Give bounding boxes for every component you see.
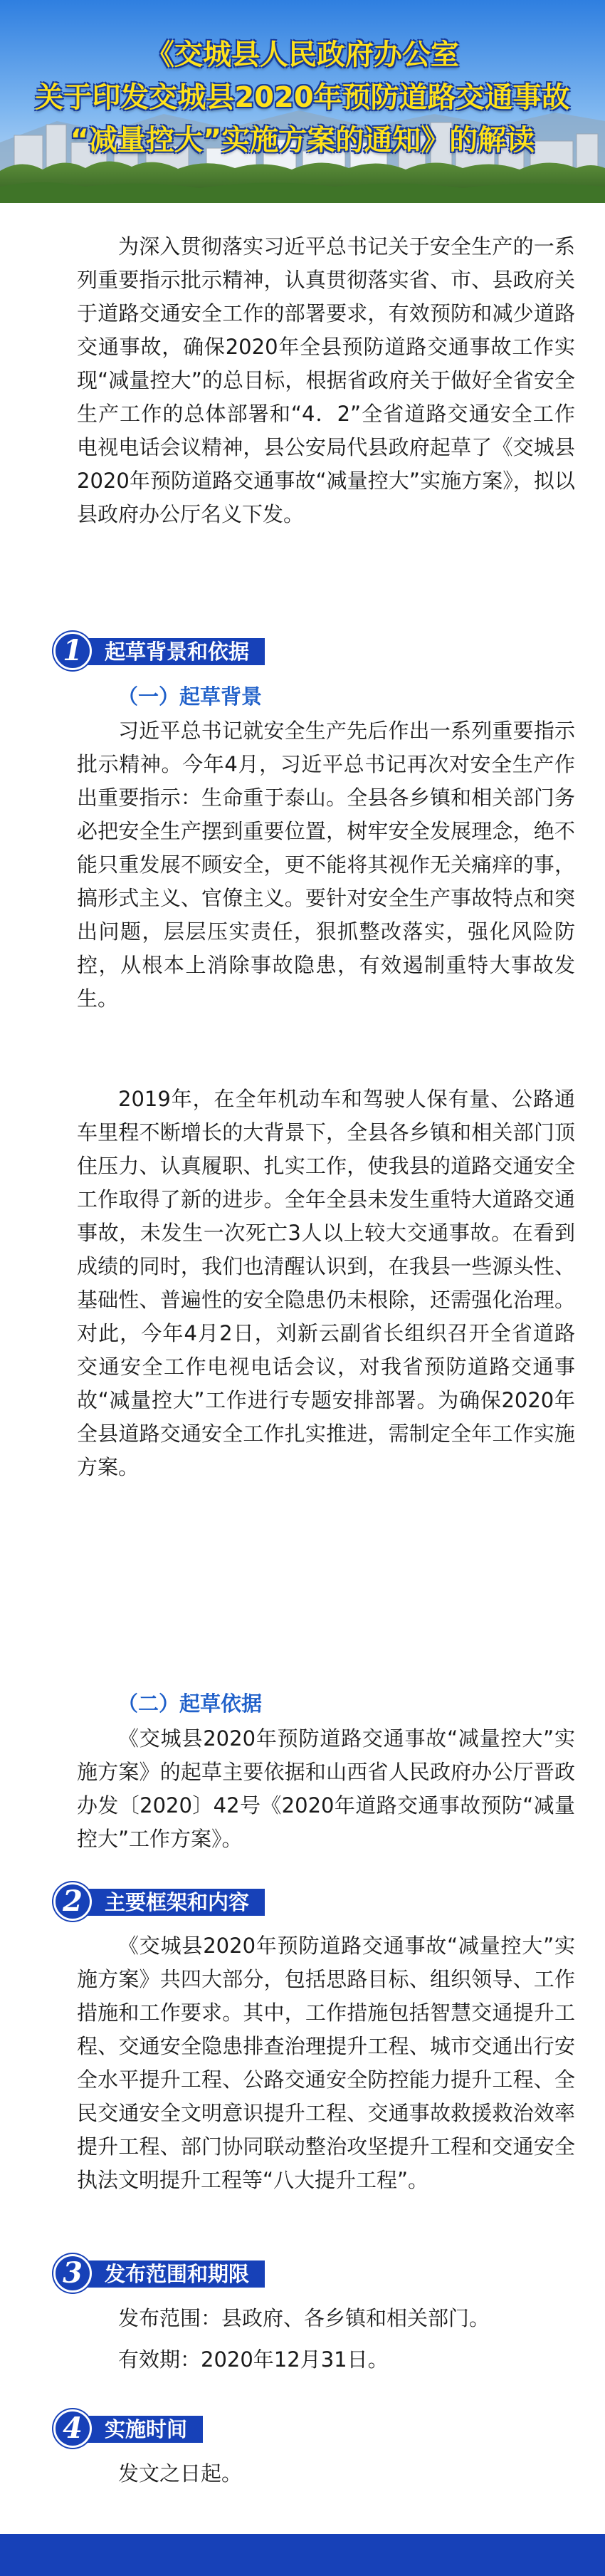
paragraph-background-2: 2019年，在全年机动车和驾驶人保有量、公路通车里程不断增长的大背景下，全县各乡镇和相关部门顶住压力、认真履职、扎实工作，使我县的道路交通安全工作取得了新的进步。全年全县未发生重特大道路交通事故，未发生一次死亡3人以上较大交通事故。在看到成绩的同时，我们也清醒认识到，在我县一些源头性、基础性、普遍性的安全隐患仍未根除，还需强化治理。对此，今年4月2日，刘新云副省长组织召开全省道路交通安全工作电视电话会议，对我省预防道路交通事故“减量控大”工作进行专题安排部署。为确保2020年全县道路交通安全工作扎实推进，需制定全年工作实施方案。 (77, 1087, 575, 1479)
paragraph-background-1: 习近平总书记就安全生产先后作出一系列重要指示批示精神。今年4月，习近平总书记再次对安全生产作出重要指示：生命重于泰山。全县各乡镇和相关部门务必把安全生产摆到重要位置，树牢安全发展理念，绝不能只重发展不顾安全，更不能将其视作无关痛痒的事，搞形式主义、官僚主义。要针对安全生产事故特点和突出问题，层层压实责任，狠抓整改落实，强化风险防控，从根本上消除事故隐患，有效遏制重特大事故发生。 (77, 719, 575, 1011)
section-title: 主要框架和内容 (82, 1889, 265, 1916)
section-number: 1 (63, 634, 83, 667)
footer-bar (0, 2534, 605, 2576)
paragraph-basis: 《交城县2020年预防道路交通事故“减量控大”实施方案》的起草主要依据和山西省人民政府办公厅晋政办发〔2020〕42号《2020年道路交通事故预防“减量控大”工作方案》。 (77, 1726, 575, 1851)
section-number: 4 (63, 2411, 83, 2445)
paragraph-framework: 《交城县2020年预防道路交通事故“减量控大”实施方案》共四大部分，包括思路目标、组织领导、工作措施和工作要求。其中，工作措施包括智慧交通提升工程、交通安全隐患排查治理提升工程、城市交通出行安全水平提升工程、公路交通安全防控能力提升工程、全民交通安全文明意识提升工程、交通事故救援救治效率提升工程、部门协同联动整治攻坚提升工程和交通安全执法文明提升工程等“八大提升工程”。 (77, 1934, 575, 2192)
banner-title-line-1: 《交城县人民政府办公室 (146, 38, 459, 71)
paragraph-scope: 发布范围：县政府、各乡镇和相关部门。 (118, 2306, 490, 2330)
banner-title-line-2: 关于印发交城县2020年预防道路交通事故 (35, 81, 570, 114)
paragraph-effective-date: 发文之日起。 (118, 2461, 243, 2486)
banner-title-line-3: “减量控大”实施方案的通知》的解读 (70, 124, 535, 157)
section-number: 3 (63, 2256, 83, 2290)
subheading-drafting-basis: （二）起草依据 (117, 1691, 263, 1716)
section-title: 实施时间 (82, 2416, 203, 2443)
intro-paragraph: 为深入贯彻落实习近平总书记关于安全生产的一系列重要指示批示精神，认真贯彻落实省、市、县政府关于道路交通安全工作的部署要求，有效预防和减少道路交通事故，确保2020年全县预防道路交通事故工作实现“减量控大”的总目标，根据省政府关于做好全省安全生产工作的总体部署和“4．2”全省道路交通安全工作电视电话会议精神，县公安局代县政府起草了《交城县2020年预防道路交通事故“减量控大”实施方案》，拟以县政府办公厅名义下发。 (77, 234, 575, 526)
section-title: 起草背景和依据 (82, 638, 265, 665)
paragraph-validity: 有效期：2020年12月31日。 (118, 2347, 389, 2372)
section-title: 发布范围和期限 (82, 2260, 265, 2288)
header-banner (0, 0, 605, 203)
section-number: 2 (63, 1884, 83, 1918)
subheading-drafting-background: （一）起草背景 (117, 684, 263, 709)
